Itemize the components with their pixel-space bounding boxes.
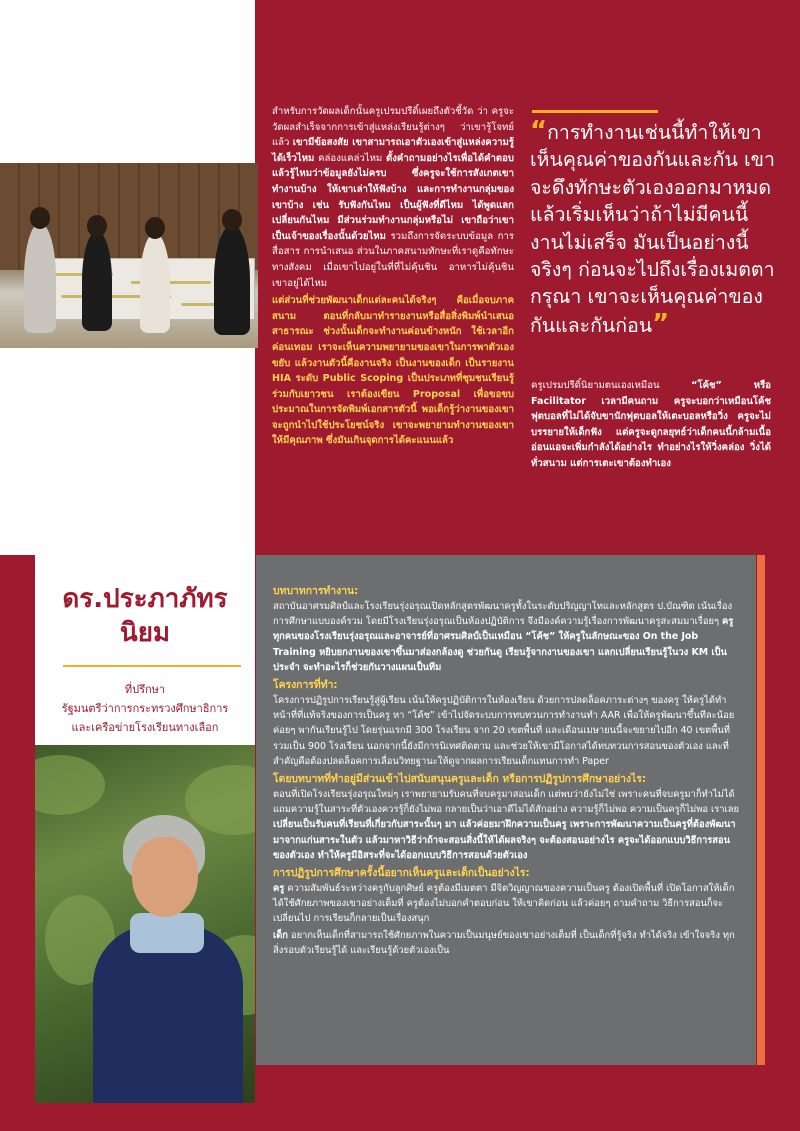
profile-name: ดร.ประภาภัทร นิยม xyxy=(62,584,228,648)
close-quote-mark: ” xyxy=(652,308,670,339)
section-body-role: สถาบันอาศรมศิลป์และโรงเรียนรุ่งอรุณเปิดหลักสูตรพัฒนาครูทั้งในระดับปริญญาโทและหลักสูตร ป.บัณฑิต เน้นเรื่องการศึกษาแบบองค์รวม โดยมีโรงเรียนรุ่งอรุณเป็นห้องปฏิบัติการ จึงมีองค์ความรู้เรื่องการพัฒนาครูสะสมมาเรื่อยๆ ครูทุกคนของโรงเรียนรุ่งอรุณและอาจารย์ที่อาศรมศิลป์เป็นเหมือน “โค้ช” ให้ครูในลักษณะของ On the Job Training หยิบยกงานของเขาขึ้นมาส่องกล้องดู ช่วยกันดู เรียนรู้จากงานของเขา แลกเปลี่ยนเรียนรู้ในวง KM เป็นประจำ จะทำอะไรก็ช่วยกันวางแผนเป็นทีม xyxy=(273,601,734,673)
section-title-projects: โครงการที่ทำ: xyxy=(273,679,338,692)
left-text-column xyxy=(272,104,514,451)
profile-portrait-photo xyxy=(35,745,255,1103)
section-title-role: บทบาทการทำงาน: xyxy=(273,585,359,597)
section-title-support: โดยบทบาทที่ทำอยู่มีส่วนเข้าไปสนับสนุนครูและเด็ก หรือการปฏิรูปการศึกษาอย่างไร: xyxy=(273,773,647,786)
students-presenting-photo xyxy=(0,163,258,348)
info-panel-content xyxy=(273,581,741,959)
name-divider xyxy=(63,665,241,667)
section-body-child: เด็ก อยากเห็นเด็กที่สามารถใช้ศักยภาพในความเป็นมนุษย์ของเขาอย่างเต็มที่ เป็นเด็กที่รู้จริง ทำได้จริง เข้าใจจริง ทุกสิ่งรอบตัวเรียนรู้ได้ และเรียนรู้ด้วยตัวเองเป็น xyxy=(273,929,735,956)
intro-paragraph: สำหรับการวัดผลเด็กนั้นครูเปรมปรีดิ์เผยถึงตัวชี้วัด ว่า ครูจะวัดผลสำเร็จจากการเข้าสู่แหล่งเรียนรู้ต่างๆ ว่าเขารู้โจทย์แล้ว เขามีข้อสงสัย เขาสามารถเอาตัวเองเข้าสู่แหล่งความรู้ได้เร็วไหม คล่องแคล่วไหม ตั้งคำถามอย่างไรเพื่อได้คำตอบ แล้วรู้ไหมว่าข้อมูลยังไม่ครบ ซึ่งครูจะใช้การสังเกตเขาทำงานบ้าง ให้เขาเล่าให้ฟังบ้าง และการทำงานกลุ่มของเขาบ้าง เช่น รับฟังกันไหม เป็นผู้ฟังที่ดีไหม ได้พูดแลกเปลี่ยนกันไหม มีส่วนร่วมทำงานกลุ่มหรือไม่ เขาถือว่าเขาเป็นเจ้าของเรื่องนั้นด้วยไหม รวมถึงการจัดระบบข้อมูล การสื่อสาร การนำเสนอ ส่วนในภาคสนามทักษะที่เราดูคือทักษะทางสังคม เมื่อเขาไปอยู่ในที่ที่ไม่คุ้นชิน อาหารไม่คุ้นชิน เขาอยู่ได้ไหม xyxy=(272,106,514,289)
pull-quote: “การทำงานเช่นนี้ทำให้เขาเห็นคุณค่าของกันและกัน เขาจะดึงทักษะตัวเองออกมาหมด แล้วเริ่มเห็นว่าถ้าไม่มีคนนี้ งานไม่เสร็จ มันเป็นอย่างนี้จริงๆ ก่อนจะไปถึงเรื่องเมตตา กรุณา เขาจะเห็นคุณค่าของกันและกันก่อน” xyxy=(530,116,775,339)
section-body-projects: โครงการปฏิรูปการเรียนรู้สู่ผู้เรียน เน้นให้ครูปฏิบัติการในห้องเรียน ด้วยการปลดล็อคภาระต่างๆ ของครู ให้ครูได้ทำหน้าที่ที่แท้จริงของการเป็นครู หา “โค้ช” เข้าไปจัดระบบการทบทวนการทำงานทำ AAR เพื่อให้ครูพัฒนาขึ้นทีละน้อย ค่อยๆ พากันเรียนรู้ไป โดยรุ่นแรกมี 300 โรงเรียน จาก 20 เขตพื้นที่ และเดือนเมษายนนี้จะขยายไปอีก 40 เขตพื้นที่ รวมเป็น 900 โรงเรียน นอกจากนี้ยังมีการนิเทศติดตาม และช่วยให้เขามีโอกาสได้ทบทวนการสอนของตัวเอง และที่สำคัญคือต้องปลดล็อคการเลื่อนวิทยฐานะให้ดูจากผลการเรียนเด็กแทนการทำ Paper xyxy=(273,695,735,767)
section-body-teacher: ครู ความสัมพันธ์ระหว่างครูกับลูกศิษย์ ครูต้องมีเมตตา มีจิตวิญญาณของความเป็นครู ต้องเปิดพื้นที่ เปิดโอกาสให้เด็กได้ใช้ศักยภาพของเขาอย่างเต็มที่ ครูต้องไม่บอกคำตอบก่อน ให้เขาคิดก่อน แล้วค่อยๆ ถามคำถาม วิธีการสอนก็จะเปลี่ยนไป การเรียนก็กลายเป็นเรื่องสนุก xyxy=(273,883,735,925)
coach-paragraph: ครูเปรมปรีดิ์นิยามตนเองเหมือน “โค้ช” หรือ Facilitator เวลามีคนถาม ครูจะบอกว่าเหมือนโค้ชฟุตบอลที่ไม่ได้จับขานักฟุตบอลให้เตะบอลหรือวิ่ง ครูจะไม่บรรยายให้เด็กฟัง แต่ครูจะดูกลยุทธ์ว่าเด็กคนนี้กล้ามเนื้ออ่อนแอจะเพิ่มกำลังได้อย่างไร ทำอย่างไรให้วิ่งคล่อง วิ่งได้ทั่วสนาม แต่การเตะเขาต้องทำเอง xyxy=(531,380,771,469)
accent-strip xyxy=(757,555,765,1065)
highlight-paragraph: แต่ส่วนที่ช่วยพัฒนาเด็กแต่ละคนได้จริงๆ คือเมื่อจบภาคสนาม ตอนที่กลับมาทำรายงานหรือสื่อสิ่งพิมพ์นำเสนอสาธารณะ ช่วงนั้นเด็กจะทำงานค่อนข้างหนัก ใช้เวลาอีกค่อนเทอม เราจะเห็นความพยายามของเขาในการพาตัวเองขยับ แล้วงานตัวนี้คืองานจริง เป็นงานของเด็ก เป็นรายงาน HIA ระดับ Public Scoping เป็นประเภทที่ชุมชนเรียนรู้ร่วมกับเยาวชน เราต้องเขียน Proposal เพื่อขอขบประมาณในการจัดพิมพ์เอกสารตัวนี้ พอเด็กรู้ว่างานของเขาจะถูกนำไปใช้ประโยชน์จริง เขาจะพยายามทำงานของเขาให้มีคุณภาพ ซึ่งมันเกินจุดการได้คะแนนแล้ว xyxy=(272,295,514,447)
section-title-vision: การปฏิรูปการศึกษาครั้งนี้อยากเห็นครูและเด็กเป็นอย่างไร: xyxy=(273,867,530,880)
open-quote-mark: “ xyxy=(530,116,548,146)
section-body-support: ตอนที่เปิดโรงเรียนรุ่งอรุณใหม่ๆ เราพยายามรับคนที่จบครูมาสอนเด็ก แต่พบว่ายังไม่ใช่ เพราะคนที่จบครูมาก็ทำไม่ได้ แถมความรู้ในสาระที่ตัวเองควรรู้ก็ยังไม่พอ กลายเป็นว่าเอาดีไม่ได้สักอย่าง ความรู้ก็ไม่พอ ความเป็นครูก็ไม่พอ เราเลยเปลี่ยนเป็นรับคนที่เรียนที่เกี่ยวกับสาระนั้นๆ มา แล้วค่อยมาฝึกความเป็นครู เพราะการพัฒนาความเป็นครูที่ต้องพัฒนามาจากแก่นสาระในตัว แล้วมาหาวิธีว่าถ้าจะสอนสิ่งนี้ให้ได้ผลจริงๆ จะต้องสอนอย่างไร ครูจะได้ออกแบบวิธีการสอนของตัวเอง ทำให้ครูมีอิสระที่จะได้ออกแบบวิธีการสอนด้วยตัวเอง xyxy=(273,789,739,861)
profile-role: ที่ปรึกษา รัฐมนตรีว่าการกระทรวงศึกษาธิการ และเครือข่ายโรงเรียนทางเลือก xyxy=(61,683,229,734)
quote-accent-bar xyxy=(532,110,658,113)
